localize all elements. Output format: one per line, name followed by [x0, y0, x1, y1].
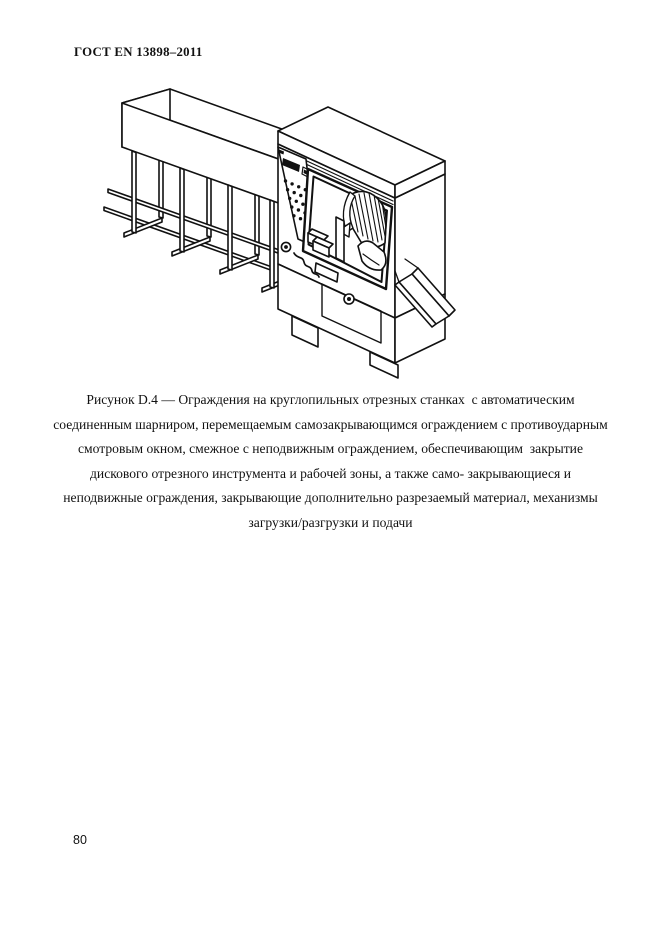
caption-line: соединенным шарниром, перемещаемым самозакрывающимся ограждением с противоударным: [53, 416, 608, 432]
document-header: ГОСТ EN 13898–2011: [74, 45, 203, 59]
caption-line: смотровым окном, смежное с неподвижным ограждением, обеспечивающим закрытие: [78, 441, 583, 456]
caption-line: загрузки/разгрузки и подачи: [248, 514, 413, 530]
page-number: 80: [73, 833, 87, 847]
caption-line: Рисунок D.4 — Ограждения на круглопильных отрезных станках с автоматическим: [86, 392, 575, 407]
caption-line: дискового отрезного инструмента и рабочей зоны, а также само- закрывающиеся и: [90, 465, 571, 481]
caption-line: неподвижные ограждения, закрывающие дополнительно разрезаемый материал, механизмы: [63, 490, 598, 505]
blade-post: [336, 217, 344, 262]
figure-d4: [100, 85, 460, 381]
figure-d4-drawing: [100, 85, 460, 381]
figure-caption: [35, 388, 626, 535]
